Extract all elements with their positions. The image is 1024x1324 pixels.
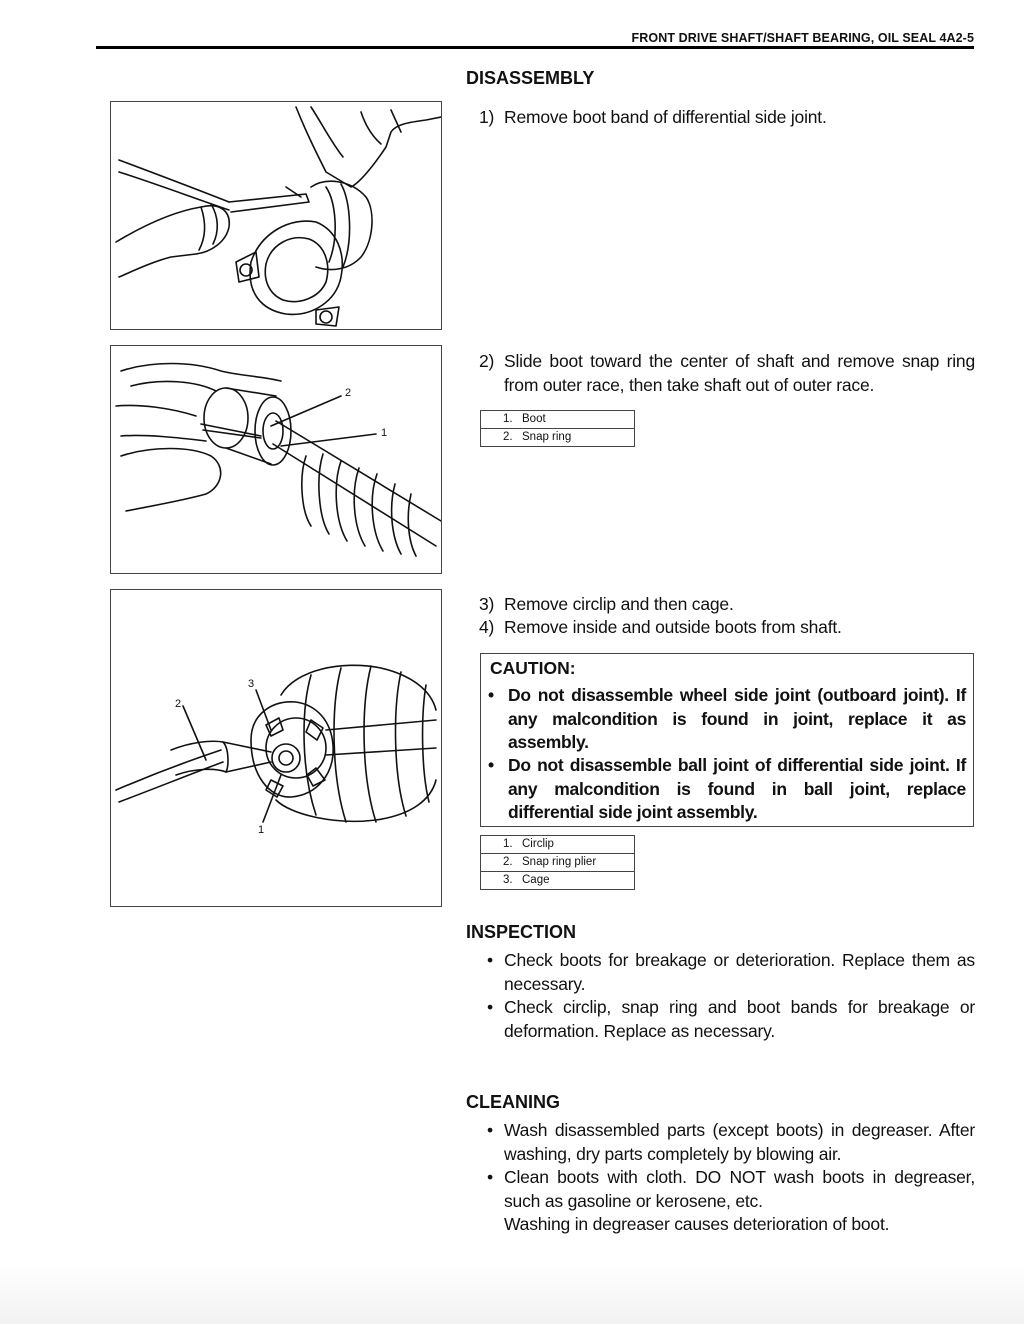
callout-3: 3 <box>248 678 255 690</box>
snap-ring-illustration <box>111 346 441 573</box>
legend-step-2 <box>480 410 635 447</box>
legend-label: Cage <box>522 874 550 886</box>
step-4 <box>479 616 975 640</box>
inspection-heading: INSPECTION <box>466 922 577 942</box>
step-text: Remove inside and outside boots from shaft. <box>504 617 842 637</box>
figure-remove-circlip-cage <box>110 589 442 907</box>
circlip-cage-illustration <box>111 590 441 906</box>
caution-box <box>480 653 974 827</box>
step-text: Slide boot toward the center of shaft and remove snap ring from outer race, then take shaft out of outer race. <box>504 351 975 395</box>
legend-row <box>481 854 635 872</box>
cleaning-text: Wash disassembled parts (except boots) in degreaser. After washing, dry parts completely by blowing air. <box>504 1120 975 1164</box>
caution-text: Do not disassemble ball joint of differential side joint. If any malcondition is found in ball joint, replace differential side joint assembly. <box>508 755 966 822</box>
legend-number: 1. <box>503 413 513 425</box>
legend-number: 2. <box>503 856 513 868</box>
caution-item <box>488 754 966 825</box>
step-1 <box>479 106 975 130</box>
page-header-title: FRONT DRIVE SHAFT/SHAFT BEARING, OIL SEAL 4A2-5 <box>631 31 974 45</box>
caution-title: CAUTION: <box>490 658 576 678</box>
cleaning-bullet <box>487 1119 975 1166</box>
step-number: 4) <box>479 617 495 637</box>
page-bottom-shade <box>0 1264 1024 1324</box>
legend-number: 3. <box>503 874 513 886</box>
legend-row <box>481 872 635 890</box>
boot-band-illustration <box>111 102 441 329</box>
caution-item <box>488 684 966 755</box>
legend-row <box>481 411 635 429</box>
step-text: Remove boot band of differential side joint. <box>504 107 827 127</box>
legend-label: Boot <box>522 413 546 425</box>
legend-label: Circlip <box>522 838 554 850</box>
callout-1: 1 <box>381 427 388 439</box>
step-text: Remove circlip and then cage. <box>504 594 734 614</box>
inspection-text: Check circlip, snap ring and boot bands for breakage or deformation. Replace as necessary. <box>504 997 975 1041</box>
bullet-symbol: • <box>488 755 494 775</box>
legend-row <box>481 836 635 854</box>
bullet-symbol: • <box>487 950 493 970</box>
bullet-symbol: • <box>487 1120 493 1140</box>
legend-number: 1. <box>503 838 513 850</box>
bullet-symbol: • <box>487 1167 493 1187</box>
inspection-text: Check boots for breakage or deterioration. Replace them as necessary. <box>504 950 975 994</box>
header-rule <box>96 46 974 49</box>
cleaning-heading: CLEANING <box>466 1092 560 1112</box>
disassembly-heading: DISASSEMBLY <box>466 68 595 88</box>
legend-label: Snap ring <box>522 431 572 443</box>
figure-remove-snap-ring <box>110 345 442 574</box>
step-number: 1) <box>479 107 495 127</box>
step-2 <box>479 350 975 397</box>
legend-row <box>481 429 635 447</box>
cleaning-bullet <box>487 1166 975 1213</box>
step-number: 2) <box>479 351 495 371</box>
bullet-symbol: • <box>487 997 493 1017</box>
cleaning-note: Washing in degreaser causes deterioration of boot. <box>504 1214 890 1234</box>
inspection-bullet <box>487 949 975 996</box>
bullet-symbol: • <box>488 685 494 705</box>
step-number: 3) <box>479 594 495 614</box>
legend-number: 2. <box>503 431 513 443</box>
callout-2: 2 <box>345 387 352 399</box>
step-3 <box>479 593 975 617</box>
callout-2: 2 <box>175 698 182 710</box>
inspection-bullet <box>487 996 975 1043</box>
legend-label: Snap ring plier <box>522 856 597 868</box>
callout-1: 1 <box>258 824 265 836</box>
cleaning-text: Clean boots with cloth. DO NOT wash boots in degreaser, such as gasoline or kerosene, etc. <box>504 1167 975 1211</box>
caution-text: Do not disassemble wheel side joint (outboard joint). If any malcondition is found in joint, replace it as assembly. <box>508 685 966 752</box>
figure-remove-boot-band <box>110 101 442 330</box>
legend-step-3 <box>480 835 635 890</box>
